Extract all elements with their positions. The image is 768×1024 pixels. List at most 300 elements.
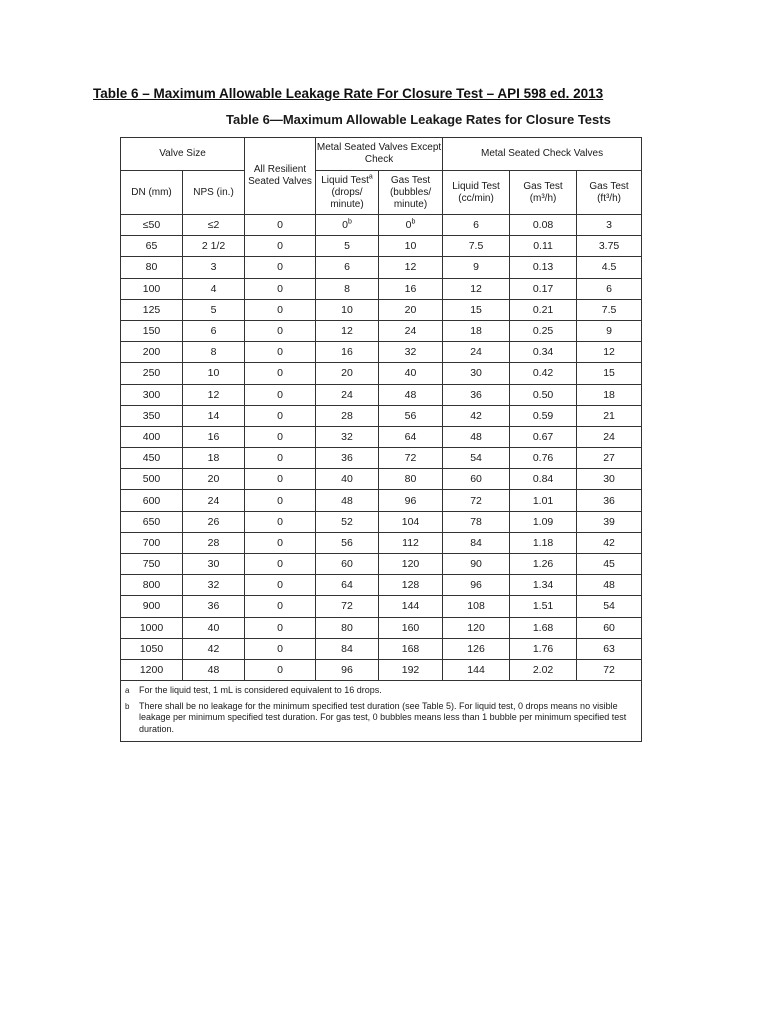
footnote-ref-b: b	[411, 218, 416, 226]
cell-gas-test	[379, 236, 443, 257]
cell-nps-value: 26	[207, 515, 220, 528]
cell-check-gas-m3-value: 1.76	[532, 642, 554, 655]
cell-gas-test	[379, 384, 443, 405]
table-row	[121, 596, 642, 617]
cell-dn-value: 100	[142, 282, 161, 295]
cell-check-gas-m3-value: 0.76	[532, 452, 554, 465]
cell-nps	[183, 384, 245, 405]
cell-check-liquid	[443, 638, 510, 659]
cell-check-liquid	[443, 320, 510, 341]
cell-gas-test	[379, 215, 443, 236]
cell-nps	[183, 448, 245, 469]
cell-nps	[183, 532, 245, 553]
cell-liquid-test-value: 60	[341, 558, 353, 571]
cell-resilient-value: 0	[277, 473, 283, 486]
cell-gas-test-value: 20	[404, 303, 417, 316]
footnote-a-text: For the liquid test, 1 mL is considered equivalent to 16 drops.	[139, 685, 382, 696]
cell-check-gas-ft3-value: 6	[606, 282, 612, 295]
cell-check-liquid-value: 6	[473, 219, 479, 232]
cell-liquid-test	[316, 215, 379, 236]
leakage-table-container	[120, 137, 641, 742]
cell-check-gas-ft3	[577, 617, 642, 638]
cell-dn	[121, 638, 183, 659]
cell-resilient-value: 0	[277, 325, 283, 338]
cell-dn-value: ≤50	[142, 219, 161, 232]
cell-liquid-test-value: 64	[341, 579, 353, 592]
cell-liquid-test	[316, 596, 379, 617]
cell-check-gas-ft3	[577, 215, 642, 236]
cell-nps	[183, 575, 245, 596]
cell-check-gas-ft3	[577, 532, 642, 553]
cell-gas-test	[379, 342, 443, 363]
cell-check-gas-ft3-value: 27	[603, 452, 615, 465]
cell-dn	[121, 469, 183, 490]
cell-liquid-test-value: 12	[341, 325, 353, 338]
cell-gas-test-value: 12	[404, 261, 417, 274]
cell-gas-test-value: 96	[404, 494, 417, 507]
cell-gas-test	[379, 532, 443, 553]
cell-resilient-value: 0	[277, 579, 283, 592]
cell-liquid-test	[316, 320, 379, 341]
cell-liquid-test-value: 24	[341, 388, 353, 401]
cell-check-liquid	[443, 511, 510, 532]
cell-resilient	[245, 342, 316, 363]
cell-dn-value: 150	[142, 325, 161, 338]
cell-liquid-test-value: 52	[341, 515, 353, 528]
header-nps: NPS (in.)	[183, 171, 245, 215]
cell-gas-test	[379, 511, 443, 532]
cell-liquid-test	[316, 617, 379, 638]
cell-check-liquid-value: 72	[470, 494, 482, 507]
cell-liquid-test	[316, 638, 379, 659]
cell-check-gas-ft3	[577, 490, 642, 511]
cell-liquid-test-value: 0	[342, 219, 348, 232]
cell-resilient	[245, 215, 316, 236]
cell-check-liquid-value: 126	[467, 642, 485, 655]
cell-nps	[183, 659, 245, 680]
cell-dn	[121, 426, 183, 447]
cell-resilient	[245, 617, 316, 638]
cell-dn-value: 800	[142, 579, 161, 592]
cell-check-gas-m3	[510, 426, 577, 447]
cell-gas-test-value: 10	[404, 240, 417, 253]
cell-check-liquid	[443, 617, 510, 638]
cell-nps	[183, 299, 245, 320]
cell-liquid-test	[316, 448, 379, 469]
cell-resilient	[245, 490, 316, 511]
cell-check-gas-m3-value: 0.13	[532, 261, 554, 274]
cell-check-gas-ft3-value: 36	[603, 494, 615, 507]
cell-check-gas-m3-value: 0.25	[532, 325, 554, 338]
cell-check-liquid-value: 84	[470, 536, 482, 549]
header-metal-except-check: Metal Seated Valves Except Check	[316, 138, 443, 171]
cell-gas-test-value: 128	[401, 579, 420, 592]
cell-check-liquid	[443, 257, 510, 278]
cell-resilient	[245, 511, 316, 532]
table-row	[121, 532, 642, 553]
cell-check-gas-ft3	[577, 638, 642, 659]
table-footnotes	[121, 681, 642, 742]
cell-gas-test-value: 104	[401, 515, 420, 528]
cell-resilient-value: 0	[277, 558, 283, 571]
cell-check-gas-m3	[510, 342, 577, 363]
cell-nps-value: 18	[207, 452, 220, 465]
cell-gas-test-value: 112	[402, 536, 419, 549]
cell-liquid-test-value: 32	[341, 430, 353, 443]
cell-dn	[121, 554, 183, 575]
cell-check-gas-m3	[510, 384, 577, 405]
cell-liquid-test	[316, 490, 379, 511]
cell-check-gas-m3	[510, 596, 577, 617]
leakage-rate-table	[120, 137, 642, 742]
cell-check-gas-ft3	[577, 257, 642, 278]
header-liquid-test-unit: (drops/ minute)	[330, 186, 364, 210]
cell-resilient-value: 0	[277, 515, 283, 528]
cell-liquid-test-value: 36	[341, 452, 353, 465]
cell-dn-value: 200	[142, 346, 161, 359]
table-row	[121, 342, 642, 363]
cell-nps-value: 30	[207, 558, 220, 571]
cell-resilient-value: 0	[277, 664, 283, 677]
cell-liquid-test	[316, 426, 379, 447]
cell-check-liquid	[443, 384, 510, 405]
cell-check-liquid	[443, 596, 510, 617]
cell-liquid-test-value: 96	[341, 664, 353, 677]
cell-resilient	[245, 532, 316, 553]
cell-check-liquid	[443, 554, 510, 575]
cell-nps	[183, 257, 245, 278]
cell-nps-value: 6	[210, 325, 217, 338]
cell-nps	[183, 511, 245, 532]
cell-resilient-value: 0	[277, 494, 283, 507]
cell-gas-test-value: 80	[404, 473, 417, 486]
cell-check-liquid-value: 15	[470, 303, 482, 316]
cell-check-gas-ft3-value: 63	[603, 642, 615, 655]
cell-liquid-test	[316, 257, 379, 278]
cell-gas-test	[379, 638, 443, 659]
footnote-b	[125, 701, 637, 736]
table-row	[121, 511, 642, 532]
document-heading: Table 6 – Maximum Allowable Leakage Rate For Closure Test – API 598 ed. 2013	[93, 86, 604, 101]
cell-resilient-value: 0	[277, 282, 283, 295]
cell-check-liquid	[443, 659, 510, 680]
cell-dn	[121, 278, 183, 299]
cell-liquid-test	[316, 342, 379, 363]
cell-check-gas-ft3	[577, 511, 642, 532]
footnote-ref-a: a	[368, 173, 373, 181]
table-row	[121, 617, 642, 638]
header-liquid-test-label: Liquid Test	[321, 174, 369, 186]
cell-check-gas-ft3	[577, 405, 642, 426]
cell-dn	[121, 617, 183, 638]
cell-resilient	[245, 278, 316, 299]
cell-check-gas-m3	[510, 257, 577, 278]
cell-nps	[183, 426, 245, 447]
cell-liquid-test	[316, 511, 379, 532]
cell-dn	[121, 236, 183, 257]
cell-nps-value: 24	[207, 494, 220, 507]
cell-check-liquid	[443, 342, 510, 363]
cell-dn-value: 900	[142, 600, 161, 613]
cell-resilient-value: 0	[277, 219, 283, 232]
cell-check-gas-ft3	[577, 320, 642, 341]
cell-dn	[121, 575, 183, 596]
table-row	[121, 384, 642, 405]
cell-nps	[183, 490, 245, 511]
cell-resilient	[245, 320, 316, 341]
cell-nps	[183, 363, 245, 384]
cell-nps	[183, 278, 245, 299]
cell-nps	[183, 469, 245, 490]
cell-check-gas-ft3-value: 12	[603, 346, 615, 359]
cell-dn-value: 250	[142, 367, 161, 380]
cell-liquid-test	[316, 299, 379, 320]
cell-check-gas-ft3	[577, 426, 642, 447]
cell-check-gas-ft3	[577, 384, 642, 405]
cell-check-gas-m3	[510, 532, 577, 553]
cell-dn-value: 65	[145, 240, 158, 253]
header-check-gas-m3: Gas Test (m³/h)	[510, 171, 577, 215]
header-dn: DN (mm)	[121, 171, 183, 215]
cell-resilient	[245, 299, 316, 320]
cell-check-liquid	[443, 469, 510, 490]
footnote-a	[125, 685, 637, 697]
cell-check-gas-ft3	[577, 659, 642, 680]
cell-gas-test	[379, 426, 443, 447]
cell-liquid-test	[316, 575, 379, 596]
cell-liquid-test-value: 16	[341, 346, 353, 359]
table-row	[121, 236, 642, 257]
cell-nps-value: 2 1/2	[201, 240, 226, 253]
table-row	[121, 638, 642, 659]
cell-resilient-value: 0	[277, 536, 283, 549]
cell-check-liquid-value: 36	[470, 388, 482, 401]
cell-nps	[183, 554, 245, 575]
cell-gas-test-value: 192	[401, 664, 420, 677]
cell-dn-value: 750	[142, 558, 161, 571]
table-row	[121, 320, 642, 341]
cell-check-gas-m3	[510, 490, 577, 511]
cell-check-liquid-value: 60	[470, 473, 482, 486]
cell-nps	[183, 405, 245, 426]
cell-check-gas-ft3-value: 48	[603, 579, 615, 592]
cell-check-gas-m3-value: 1.34	[532, 579, 554, 592]
cell-check-gas-ft3-value: 4.5	[601, 261, 617, 274]
cell-check-gas-ft3-value: 72	[603, 664, 615, 677]
cell-gas-test	[379, 363, 443, 384]
cell-nps	[183, 638, 245, 659]
header-check-liquid: Liquid Test (cc/min)	[443, 171, 510, 215]
cell-check-liquid-value: 144	[467, 664, 485, 677]
cell-gas-test	[379, 299, 443, 320]
header-all-resilient: All Resilient Seated Valves	[245, 138, 316, 215]
cell-gas-test	[379, 659, 443, 680]
cell-resilient-value: 0	[277, 367, 283, 380]
cell-check-liquid	[443, 532, 510, 553]
cell-gas-test	[379, 257, 443, 278]
cell-check-gas-m3-value: 0.17	[532, 282, 554, 295]
cell-gas-test-value: 24	[404, 325, 417, 338]
cell-liquid-test-value: 8	[344, 282, 350, 295]
cell-dn	[121, 448, 183, 469]
cell-check-gas-ft3-value: 18	[603, 388, 615, 401]
cell-resilient-value: 0	[277, 303, 283, 316]
cell-resilient-value: 0	[277, 240, 283, 253]
cell-liquid-test	[316, 554, 379, 575]
cell-check-gas-m3	[510, 278, 577, 299]
cell-check-liquid	[443, 490, 510, 511]
table-header	[121, 138, 642, 215]
cell-check-gas-m3	[510, 617, 577, 638]
cell-gas-test-value: 0	[405, 219, 412, 232]
cell-check-liquid	[443, 363, 510, 384]
cell-check-liquid-value: 42	[470, 409, 482, 422]
cell-check-liquid-value: 120	[467, 621, 485, 634]
cell-check-gas-m3-value: 0.11	[533, 240, 553, 253]
cell-dn-value: 600	[142, 494, 161, 507]
cell-dn	[121, 659, 183, 680]
cell-check-gas-ft3-value: 9	[606, 325, 612, 338]
cell-gas-test-value: 48	[404, 388, 417, 401]
table-row	[121, 257, 642, 278]
cell-dn	[121, 215, 183, 236]
cell-check-gas-m3-value: 1.18	[532, 536, 554, 549]
cell-check-gas-ft3	[577, 278, 642, 299]
cell-nps-value: 5	[210, 303, 217, 316]
table-row	[121, 299, 642, 320]
cell-dn-value: 1050	[139, 642, 164, 655]
cell-check-liquid-value: 78	[470, 515, 482, 528]
footnote-b-text: There shall be no leakage for the minimum specified test duration (see Table 5). For liquid test, 0 drops means no visible leakage per minimum specified test duration. For gas test, 0 bubbles means less than 1 bubble per minimum specified test duration.	[139, 700, 627, 734]
cell-liquid-test-value: 20	[341, 367, 353, 380]
cell-dn-value: 300	[142, 388, 161, 401]
cell-gas-test-value: 120	[401, 558, 420, 571]
cell-resilient-value: 0	[277, 621, 283, 634]
cell-check-gas-ft3-value: 3	[606, 219, 612, 232]
cell-nps-value: 40	[207, 621, 220, 634]
cell-check-liquid-value: 30	[470, 367, 482, 380]
cell-resilient-value: 0	[277, 409, 283, 422]
cell-resilient	[245, 448, 316, 469]
cell-check-gas-m3-value: 0.08	[532, 219, 554, 232]
cell-nps-value: 28	[207, 536, 220, 549]
cell-dn	[121, 299, 183, 320]
cell-gas-test	[379, 405, 443, 426]
cell-resilient	[245, 405, 316, 426]
cell-gas-test-value: 16	[404, 282, 417, 295]
footnote-ref-b: b	[347, 218, 352, 226]
cell-resilient-value: 0	[277, 388, 283, 401]
cell-check-gas-m3	[510, 215, 577, 236]
cell-check-gas-m3	[510, 469, 577, 490]
cell-gas-test-value: 160	[401, 621, 420, 634]
cell-check-gas-ft3	[577, 363, 642, 384]
cell-check-gas-ft3-value: 42	[603, 536, 615, 549]
cell-liquid-test-value: 28	[341, 409, 353, 422]
cell-gas-test-value: 64	[404, 430, 417, 443]
cell-gas-test-value: 144	[401, 600, 420, 613]
cell-check-gas-ft3-value: 45	[603, 558, 615, 571]
cell-nps-value: 16	[207, 430, 220, 443]
cell-check-gas-m3-value: 0.34	[532, 346, 554, 359]
cell-resilient	[245, 257, 316, 278]
cell-gas-test	[379, 617, 443, 638]
table-row	[121, 554, 642, 575]
cell-dn	[121, 596, 183, 617]
cell-check-gas-m3	[510, 511, 577, 532]
cell-check-liquid-value: 12	[470, 282, 482, 295]
header-gas-test: Gas Test (bubbles/ minute)	[379, 171, 443, 215]
header-check-gas-ft3: Gas Test (ft³/h)	[577, 171, 642, 215]
cell-nps-value: 8	[210, 346, 217, 359]
cell-check-gas-m3-value: 0.84	[532, 473, 554, 486]
cell-check-gas-ft3-value: 30	[603, 473, 615, 486]
cell-dn-value: 1200	[139, 664, 164, 677]
cell-dn-value: 450	[142, 452, 161, 465]
cell-liquid-test-value: 48	[341, 494, 353, 507]
cell-gas-test	[379, 469, 443, 490]
cell-resilient	[245, 469, 316, 490]
cell-resilient-value: 0	[277, 642, 283, 655]
table-row	[121, 405, 642, 426]
cell-check-liquid	[443, 236, 510, 257]
cell-nps-value: 10	[207, 367, 220, 380]
cell-dn	[121, 405, 183, 426]
cell-dn	[121, 490, 183, 511]
cell-gas-test	[379, 575, 443, 596]
header-metal-check: Metal Seated Check Valves	[443, 138, 642, 171]
cell-liquid-test-value: 5	[344, 240, 350, 253]
cell-resilient	[245, 596, 316, 617]
cell-check-liquid-value: 24	[470, 346, 482, 359]
cell-check-gas-m3-value: 2.02	[532, 664, 554, 677]
cell-check-liquid-value: 18	[470, 325, 482, 338]
header-liquid-test	[316, 171, 379, 215]
table-row	[121, 215, 642, 236]
cell-resilient-value: 0	[277, 600, 283, 613]
cell-dn-value: 1000	[139, 621, 164, 634]
cell-check-gas-ft3-value: 60	[603, 621, 615, 634]
cell-resilient	[245, 384, 316, 405]
cell-liquid-test	[316, 384, 379, 405]
cell-check-gas-m3-value: 0.21	[532, 303, 554, 316]
cell-check-gas-m3	[510, 554, 577, 575]
cell-nps-value: 4	[210, 282, 217, 295]
cell-dn-value: 500	[142, 473, 161, 486]
cell-check-liquid-value: 96	[470, 579, 482, 592]
cell-nps	[183, 320, 245, 341]
cell-check-gas-ft3-value: 21	[603, 409, 615, 422]
cell-gas-test	[379, 448, 443, 469]
cell-dn-value: 350	[142, 409, 161, 422]
cell-resilient	[245, 426, 316, 447]
cell-gas-test-value: 168	[401, 642, 420, 655]
cell-liquid-test-value: 6	[344, 261, 350, 274]
cell-check-gas-m3	[510, 405, 577, 426]
cell-check-gas-m3-value: 0.42	[532, 367, 554, 380]
table-row	[121, 426, 642, 447]
cell-gas-test-value: 56	[404, 409, 417, 422]
cell-resilient	[245, 236, 316, 257]
table-row	[121, 278, 642, 299]
table-row	[121, 575, 642, 596]
cell-nps-value: 20	[207, 473, 220, 486]
cell-check-liquid	[443, 575, 510, 596]
cell-nps-value: 14	[207, 409, 220, 422]
cell-nps	[183, 617, 245, 638]
cell-resilient	[245, 638, 316, 659]
cell-gas-test	[379, 490, 443, 511]
